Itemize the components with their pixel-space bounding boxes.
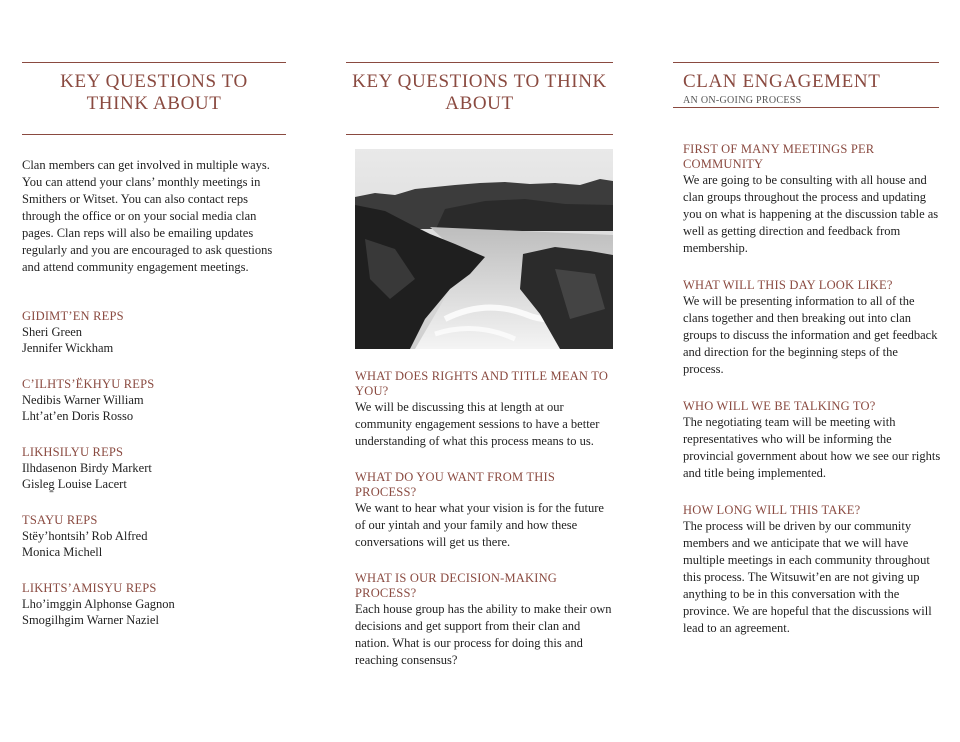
top-rule xyxy=(673,62,939,63)
engagement-section xyxy=(683,399,941,482)
panel-left xyxy=(22,62,286,649)
top-rule xyxy=(22,62,286,63)
engagement-text: We are going to be consulting with all house and clan groups throughout the process and updating you on what is happening at the discussion table as well as getting direction and feedback from membership. xyxy=(683,173,939,255)
question-text: Each house group has the ability to make their own decisions and get support from their clan and nation. What is our process for doing this and reaching consensus? xyxy=(355,602,612,667)
question-heading: WHAT IS OUR DECISION-MAKING PROCESS? xyxy=(355,571,558,600)
rep-group-heading: C’ILHTS’ËKHYU REPS xyxy=(22,377,155,391)
question-text: We will be discussing this at length at our community engagement sessions to have a better understanding of what this process means to us. xyxy=(355,400,600,448)
rep-group xyxy=(22,581,286,628)
rep-name: Stëy’hontsih’ Rob Alfred xyxy=(22,529,148,543)
rep-group-heading: LIKHTS’AMISYU REPS xyxy=(22,581,157,595)
rep-name: Smogilhgim Warner Naziel xyxy=(22,613,159,627)
rep-group xyxy=(22,513,286,560)
rep-group-heading: LIKHSILYU REPS xyxy=(22,445,124,459)
engagement-heading: FIRST OF MANY MEETINGS PER COMMUNITY xyxy=(683,142,875,171)
rep-group-heading: GIDIMT’EN REPS xyxy=(22,309,124,323)
engagement-text: The negotiating team will be meeting with representatives who will be informing the provincial government about how we see our rights and title being implemented. xyxy=(683,415,941,480)
rep-group xyxy=(22,445,286,492)
bottom-rule xyxy=(673,107,939,108)
engagement-text: We will be presenting information to all of the clans together and then breaking out into clan groups to discuss the information and get feedback and direction for the beginning steps of the process. xyxy=(683,294,938,376)
rep-name: Ilhdasenon Birdy Markert xyxy=(22,461,152,475)
question-section xyxy=(355,571,617,669)
bottom-rule xyxy=(346,134,613,135)
rep-name: Jennifer Wickham xyxy=(22,341,114,355)
rep-name: Nedibis Warner William xyxy=(22,393,144,407)
engagement-heading: WHO WILL WE BE TALKING TO? xyxy=(683,399,876,413)
question-list xyxy=(355,369,617,669)
engagement-text: The process will be driven by our community members and we anticipate that we will have multiple meetings in each community throughout this process. The Witsuwit’en are not giving up anything to be in this conversation with the province. We are hopeful that the discussions will lead to an agreement. xyxy=(683,519,932,635)
panel-middle-title: KEY QUESTIONS TO THINK ABOUT xyxy=(352,71,607,114)
question-text: We want to hear what your vision is for the future of our yintah and your family and how these conversations will get us there. xyxy=(355,501,604,549)
rep-group xyxy=(22,309,286,356)
engagement-section xyxy=(683,503,941,637)
rep-name: Lht’at’en Doris Rosso xyxy=(22,409,134,423)
question-heading: WHAT DOES RIGHTS AND TITLE MEAN TO YOU? xyxy=(355,369,609,398)
bottom-rule xyxy=(22,134,286,135)
panel-right-header xyxy=(673,71,939,107)
engagement-section xyxy=(683,142,941,257)
panel-right xyxy=(673,62,939,637)
engagement-heading: WHAT WILL THIS DAY LOOK LIKE? xyxy=(683,278,893,292)
intro-paragraph: Clan members can get involved in multiple ways. You can attend your clans’ monthly meetings in Smithers or Witset. You can also contact reps through the office or on your social media clan pages. Clan reps will also be emailing updates regularly and you are encouraged to ask questions and attend community engagement meetings. xyxy=(22,158,273,274)
river-canyon-photo xyxy=(355,149,613,349)
rep-name: Monica Michell xyxy=(22,545,103,559)
top-rule xyxy=(346,62,613,63)
rep-name: Lho’imggin Alphonse Gagnon xyxy=(22,597,175,611)
panel-middle xyxy=(346,62,613,669)
reps-list xyxy=(22,309,286,628)
panel-right-subtitle: AN ON-GOING PROCESS xyxy=(683,95,802,106)
question-section xyxy=(355,470,617,551)
rep-group xyxy=(22,377,286,424)
engagement-heading: HOW LONG WILL THIS TAKE? xyxy=(683,503,861,517)
panel-left-title: KEY QUESTIONS TO THINK ABOUT xyxy=(60,71,248,114)
question-section xyxy=(355,369,617,450)
question-heading: WHAT DO YOU WANT FROM THIS PROCESS? xyxy=(355,470,556,499)
rep-name: Gisleg̱ Louise Lacert xyxy=(22,477,127,491)
rep-name: Sheri Green xyxy=(22,325,83,339)
engagement-list xyxy=(683,142,941,637)
rep-group-heading: TSAYU REPS xyxy=(22,513,98,527)
panel-right-title: CLAN ENGAGEMENT xyxy=(683,71,881,92)
engagement-section xyxy=(683,278,941,378)
